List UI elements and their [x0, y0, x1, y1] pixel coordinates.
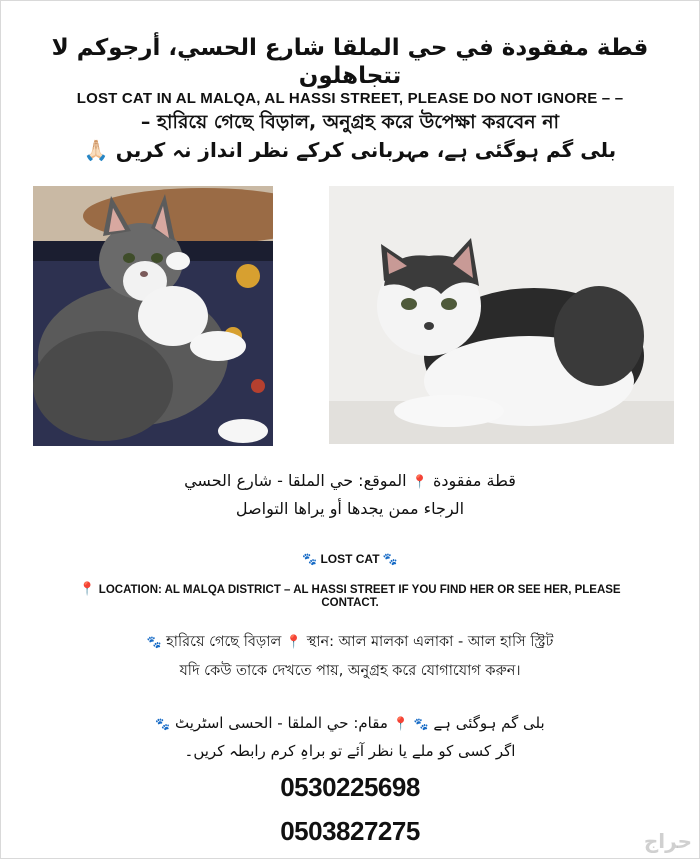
bengali-line-1: [60, 628, 640, 657]
urdu-lost-cat: بلی گم ہوگئی ہے: [433, 714, 545, 732]
header-english: LOST CAT IN AL MALQA, AL HASSI STREET, PLEASE DO NOT IGNORE – –: [76, 90, 624, 107]
location-pin-icon: 📍: [411, 475, 428, 490]
paw-icon: 🐾: [155, 717, 171, 731]
arabic-info: [60, 468, 640, 522]
english-location: [60, 581, 640, 609]
location-pin-icon: 📍: [392, 717, 409, 732]
bengali-line-2: যদি কেউ তাকে দেখতে পায়, অনুগ্রহ করে যোগাযোগ করুন।: [179, 663, 521, 679]
urdu-info: [60, 710, 640, 764]
header-bengali: – হারিয়ে গেছে বিড়াল, অনুগ্রহ করে উপেক্ষা করবেন না: [140, 111, 560, 133]
phone-number-1[interactable]: 0530225698: [280, 772, 420, 802]
bengali-info: [60, 628, 640, 685]
urdu-line-1: [60, 710, 640, 738]
paw-icon: 🐾: [146, 635, 162, 649]
cat-photo-1: [33, 186, 273, 446]
english-title-text: LOST CAT: [320, 552, 380, 566]
english-location-text: LOCATION: AL MALQA DISTRICT – AL HASSI STREET IF YOU FIND HER OR SEE HER, PLEASE CONTACT.: [98, 584, 621, 609]
header-arabic: قطة مفقودة في حي الملقا شارع الحسي، أرجوكم لا تتجاهلون: [51, 35, 649, 89]
bengali-location: স্থান: আল মালকা এলাকা - আল হাসি স্ট্রিট: [306, 634, 554, 650]
watermark-logo: حراج: [643, 829, 692, 853]
bengali-lost-cat: হারিয়ে গেছে বিড়াল: [166, 634, 282, 650]
phone-number-2[interactable]: 0503827275: [280, 816, 420, 846]
urdu-location: مقام: حي الملقا - الحسی اسٹریٹ: [175, 714, 388, 732]
cat-photo-2: [329, 186, 674, 444]
header-urdu: بلی گم ہوگئی ہے، مہربانی کرکے نظر انداز نہ کریں 🙏🏻: [83, 138, 617, 162]
arabic-lost-cat: قطة مفقودة: [432, 471, 516, 490]
arabic-location: الموقع: حي الملقا - شارع الحسي: [184, 471, 407, 490]
arabic-line-2: الرجاء ممن يجدها أو يراها التواصل: [235, 499, 465, 518]
location-pin-icon: 📍: [79, 581, 96, 596]
poster-header: [40, 34, 660, 164]
paw-icon: 🐾: [382, 552, 398, 566]
location-pin-icon: 📍: [285, 635, 303, 650]
english-title: [60, 552, 640, 566]
paw-icon: 🐾: [413, 717, 429, 731]
paw-icon: 🐾: [302, 552, 318, 566]
urdu-line-2: اگر کسی کو ملے یا نظر آئے تو براہِ کرم رابطہ کریں۔: [184, 742, 516, 760]
arabic-line-1: [60, 468, 640, 496]
